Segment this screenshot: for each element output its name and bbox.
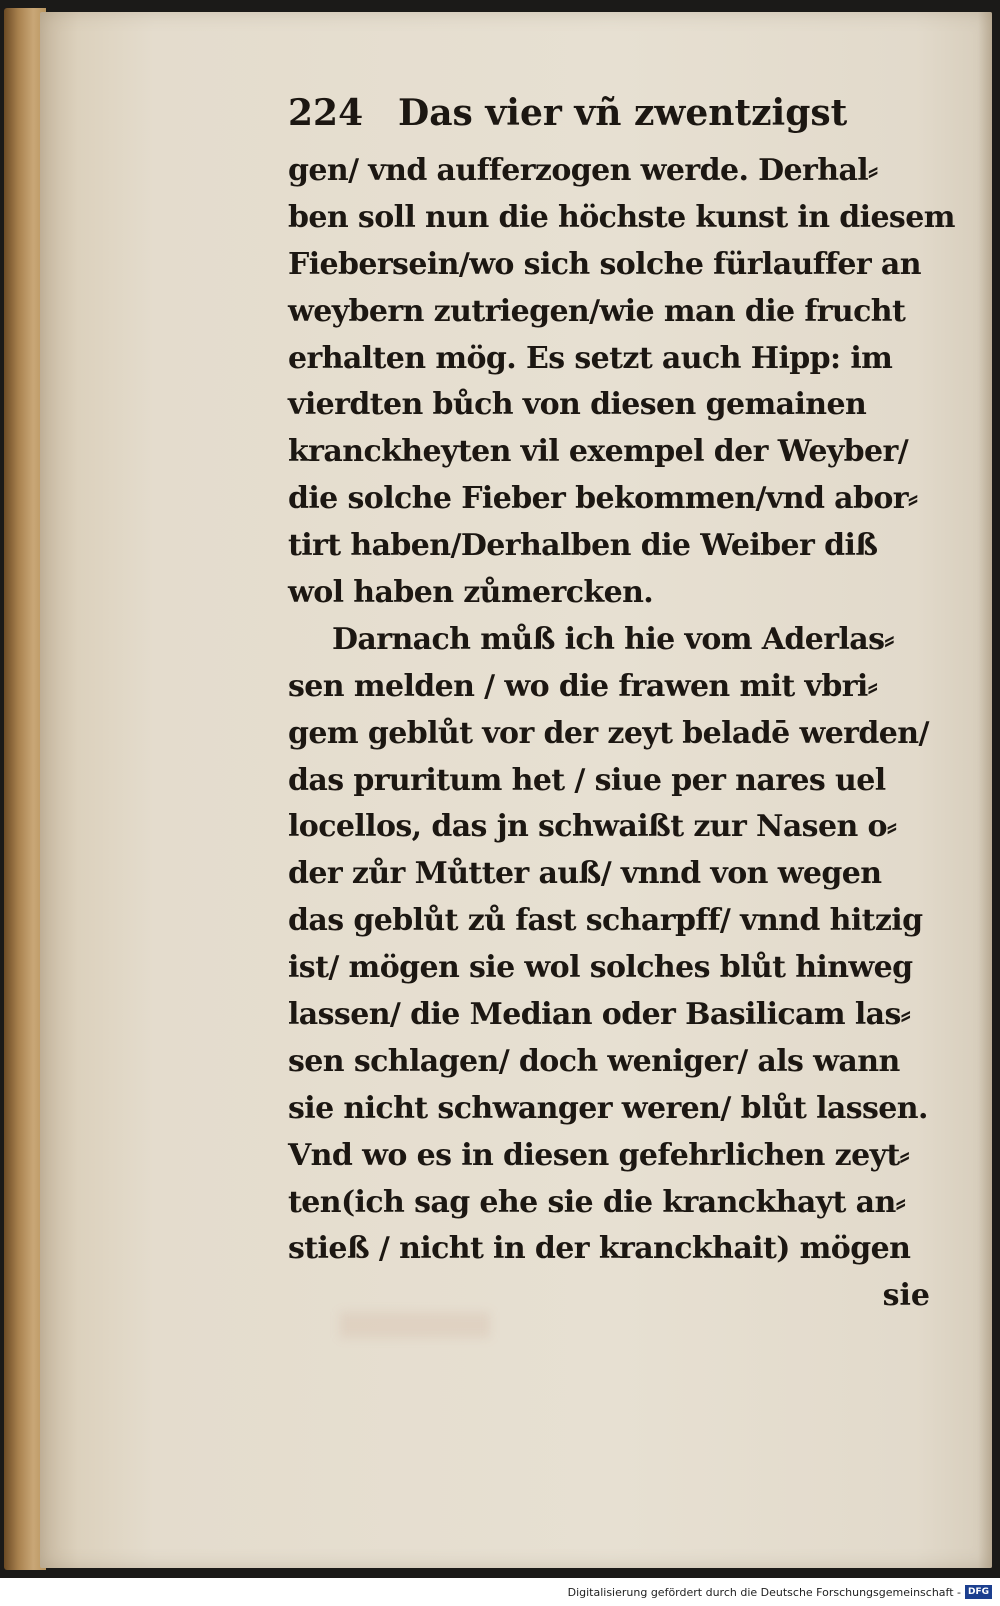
- text-line: der zůr Můtter auß/ vnnd von wegen: [288, 856, 882, 892]
- text-line: ben soll nun die höchste kunst in diesem: [288, 199, 955, 235]
- page-header: [288, 92, 948, 148]
- text-line: ist/ mögen sie wol solches blůt hinweg: [288, 950, 913, 986]
- text-line: sie nicht schwanger weren/ blůt lassen.: [288, 1090, 928, 1126]
- text-line: die solche Fieber bekommen/vnd abor⸗: [288, 481, 918, 517]
- text-line: Vnd wo es in diesen gefehrlichen zeyt⸗: [288, 1137, 910, 1173]
- page-number: 224: [288, 92, 364, 134]
- text-line: lassen/ die Median oder Basilicam las⸗: [288, 997, 911, 1033]
- text-line: gem geblůt vor der zeyt beladē werden/: [288, 715, 929, 751]
- text-line: locellos, das jn schwaißt zur Nasen o⸗: [288, 809, 897, 845]
- text-line: tirt haben/Derhalben die Weiber diß: [288, 528, 878, 564]
- dfg-logo: DFG: [965, 1585, 992, 1599]
- page-edge-shadow: [978, 12, 992, 1568]
- text-line: sen schlagen/ doch weniger/ als wann: [288, 1043, 900, 1079]
- digitization-credit-bar: [0, 1578, 1000, 1606]
- text-line: das pruritum het / siue per nares uel: [288, 762, 886, 798]
- page-text-block: [288, 92, 955, 1320]
- text-line: das geblůt zů fast scharpff/ vnnd hitzig: [288, 903, 923, 939]
- text-line: sen melden / wo die frawen mit vbri⸗: [288, 668, 878, 704]
- credit-text: Digitalisierung gefördert durch die Deutsche Forschungsgemeinschaft -: [567, 1585, 961, 1599]
- text-line: gen/ vnd aufferzogen werde. Derhal⸗: [288, 153, 878, 188]
- catchword: sie: [882, 1278, 930, 1314]
- text-line: Fiebersein/wo sich solche fürlauffer an: [288, 246, 921, 282]
- text-line: erhalten mög. Es setzt auch Hipp: im: [288, 340, 893, 376]
- text-line: weybern zutriegen/wie man die frucht: [288, 293, 906, 329]
- text-line: ten(ich sag ehe sie die kranckhayt an⸗: [288, 1184, 906, 1220]
- paragraph-start-line: Darnach můß ich hie vom Aderlas⸗: [332, 621, 894, 657]
- running-head: Das vier vñ zwentzigst: [398, 92, 848, 134]
- text-line: kranckheyten vil exempel der Weyber/: [288, 434, 909, 470]
- text-line: wol haben zůmercken.: [288, 575, 654, 611]
- text-line: stieß / nicht in der kranckhait) mögen: [288, 1231, 911, 1267]
- text-line: vierdten bůch von diesen gemainen: [288, 387, 867, 423]
